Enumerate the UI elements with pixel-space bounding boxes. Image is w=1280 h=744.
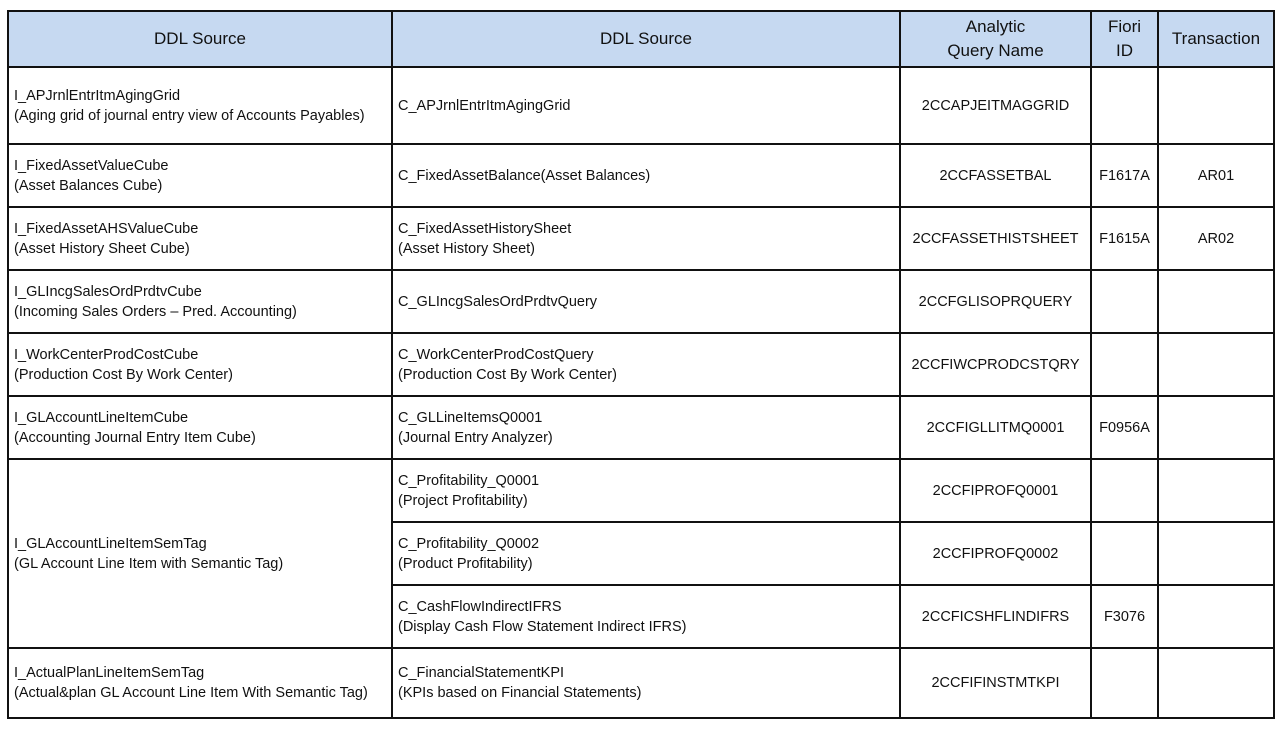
cell-query-name: 2CCFIWCPRODCSTQRY xyxy=(900,333,1091,396)
cell-ddl-interface xyxy=(8,144,392,207)
ddl-interface-desc: (Asset History Sheet Cube) xyxy=(14,240,190,257)
header-ddl-source-interface xyxy=(8,11,392,67)
ddl-consumption-name: C_WorkCenterProdCostQuery xyxy=(398,346,594,363)
cell-ddl-consumption xyxy=(392,648,900,718)
header-label-line1: Fiori xyxy=(1107,17,1142,36)
cell-query-name: 2CCFASSETHISTSHEET xyxy=(900,207,1091,270)
cell-ddl-interface xyxy=(8,207,392,270)
cell-fiori-id: F0956A xyxy=(1091,396,1158,459)
ddl-consumption-name: C_Profitability_Q0001 xyxy=(398,472,540,489)
cell-fiori-id xyxy=(1091,270,1158,333)
cell-ddl-interface-merged xyxy=(8,459,392,648)
cell-transaction xyxy=(1158,67,1274,144)
cell-transaction: AR01 xyxy=(1158,144,1274,207)
table-row xyxy=(8,459,1274,522)
header-label-line2: ID xyxy=(1116,41,1133,60)
ddl-consumption-name: C_CashFlowIndirectIFRS xyxy=(398,598,562,615)
table-row xyxy=(8,207,1274,270)
cell-ddl-interface xyxy=(8,67,392,144)
cell-ddl-consumption xyxy=(392,522,900,585)
header-label-line1: Analytic xyxy=(965,17,1026,36)
cell-ddl-interface xyxy=(8,270,392,333)
header-fiori-id xyxy=(1091,11,1158,67)
ddl-consumption-name: C_FixedAssetBalance(Asset Balances) xyxy=(398,167,651,184)
header-ddl-source-consumption xyxy=(392,11,900,67)
ddl-interface-name: I_GLAccountLineItemSemTag xyxy=(14,535,207,552)
ddl-mapping-table-container xyxy=(7,10,1275,719)
header-label-line2: Query Name xyxy=(947,41,1044,60)
cell-ddl-consumption xyxy=(392,333,900,396)
cell-fiori-id: F1617A xyxy=(1091,144,1158,207)
ddl-interface-desc: (Incoming Sales Orders – Pred. Accounting) xyxy=(14,303,297,320)
ddl-interface-name: I_APJrnlEntrItmAgingGrid xyxy=(14,87,181,104)
cell-transaction xyxy=(1158,396,1274,459)
table-row xyxy=(8,67,1274,144)
cell-ddl-consumption xyxy=(392,270,900,333)
header-analytic-query-name xyxy=(900,11,1091,67)
ddl-interface-name: I_ActualPlanLineItemSemTag xyxy=(14,665,205,681)
cell-query-name: 2CCFIPROFQ0002 xyxy=(900,522,1091,585)
header-label: Transaction xyxy=(1171,29,1261,48)
table-row xyxy=(8,270,1274,333)
ddl-consumption-desc: (Display Cash Flow Statement Indirect IFRS) xyxy=(398,618,687,635)
ddl-consumption-name: C_GLLineItemsQ0001 xyxy=(398,409,543,426)
ddl-consumption-desc: (Journal Entry Analyzer) xyxy=(398,429,553,446)
ddl-consumption-desc: (Asset History Sheet) xyxy=(398,240,535,257)
ddl-interface-desc: (Production Cost By Work Center) xyxy=(14,366,233,383)
cell-fiori-id xyxy=(1091,648,1158,718)
ddl-consumption-desc: (Production Cost By Work Center) xyxy=(398,366,617,383)
cell-transaction xyxy=(1158,522,1274,585)
ddl-interface-desc: (Asset Balances Cube) xyxy=(14,177,163,194)
ddl-interface-desc: (Actual&plan GL Account Line Item With Semantic Tag) xyxy=(14,685,368,701)
cell-fiori-id xyxy=(1091,522,1158,585)
ddl-interface-name: I_WorkCenterProdCostCube xyxy=(14,346,199,363)
cell-ddl-consumption xyxy=(392,585,900,648)
cell-fiori-id: F1615A xyxy=(1091,207,1158,270)
ddl-consumption-name: C_FinancialStatementKPI xyxy=(398,665,565,681)
cell-query-name: 2CCFGLISOPRQUERY xyxy=(900,270,1091,333)
ddl-interface-name: I_FixedAssetAHSValueCube xyxy=(14,220,199,237)
table-row xyxy=(8,396,1274,459)
cell-fiori-id xyxy=(1091,333,1158,396)
table-header-row xyxy=(8,11,1274,67)
cell-ddl-consumption xyxy=(392,144,900,207)
cell-transaction xyxy=(1158,648,1274,718)
ddl-interface-name: I_FixedAssetValueCube xyxy=(14,157,169,174)
cell-ddl-interface xyxy=(8,648,392,718)
cell-transaction xyxy=(1158,270,1274,333)
cell-query-name: 2CCFIFINSTMTKPI xyxy=(900,648,1091,718)
cell-transaction xyxy=(1158,585,1274,648)
cell-query-name: 2CCFIPROFQ0001 xyxy=(900,459,1091,522)
cell-query-name: 2CCFIGLLITMQ0001 xyxy=(900,396,1091,459)
ddl-consumption-desc: (Product Profitability) xyxy=(398,555,533,572)
ddl-interface-name: I_GLIncgSalesOrdPrdtvCube xyxy=(14,283,202,300)
cell-fiori-id xyxy=(1091,459,1158,522)
ddl-consumption-name: C_FixedAssetHistorySheet xyxy=(398,220,572,237)
cell-ddl-consumption xyxy=(392,396,900,459)
ddl-interface-desc: (Aging grid of journal entry view of Accounts Payables) xyxy=(14,107,365,124)
ddl-consumption-name: C_APJrnlEntrItmAgingGrid xyxy=(398,97,571,114)
cell-fiori-id: F3076 xyxy=(1091,585,1158,648)
header-label: DDL Source xyxy=(600,29,692,48)
ddl-consumption-desc: (Project Profitability) xyxy=(398,492,528,509)
ddl-consumption-name: C_Profitability_Q0002 xyxy=(398,535,540,552)
cell-ddl-interface xyxy=(8,333,392,396)
table-row xyxy=(8,144,1274,207)
cell-ddl-interface xyxy=(8,396,392,459)
ddl-consumption-name: C_GLIncgSalesOrdPrdtvQuery xyxy=(398,293,598,310)
cell-query-name: 2CCAPJEITMAGGRID xyxy=(900,67,1091,144)
table-row xyxy=(8,648,1274,718)
cell-query-name: 2CCFASSETBAL xyxy=(900,144,1091,207)
cell-ddl-consumption xyxy=(392,459,900,522)
cell-transaction: AR02 xyxy=(1158,207,1274,270)
cell-transaction xyxy=(1158,333,1274,396)
ddl-consumption-desc: (KPIs based on Financial Statements) xyxy=(398,685,642,701)
header-label: DDL Source xyxy=(154,29,246,48)
ddl-mapping-table xyxy=(7,10,1275,719)
cell-query-name: 2CCFICSHFLINDIFRS xyxy=(900,585,1091,648)
cell-ddl-consumption xyxy=(392,67,900,144)
ddl-interface-desc: (GL Account Line Item with Semantic Tag) xyxy=(14,555,284,572)
cell-ddl-consumption xyxy=(392,207,900,270)
table-row xyxy=(8,333,1274,396)
cell-transaction xyxy=(1158,459,1274,522)
ddl-interface-name: I_GLAccountLineItemCube xyxy=(14,409,189,426)
header-transaction xyxy=(1158,11,1274,67)
ddl-interface-desc: (Accounting Journal Entry Item Cube) xyxy=(14,429,256,446)
cell-fiori-id xyxy=(1091,67,1158,144)
